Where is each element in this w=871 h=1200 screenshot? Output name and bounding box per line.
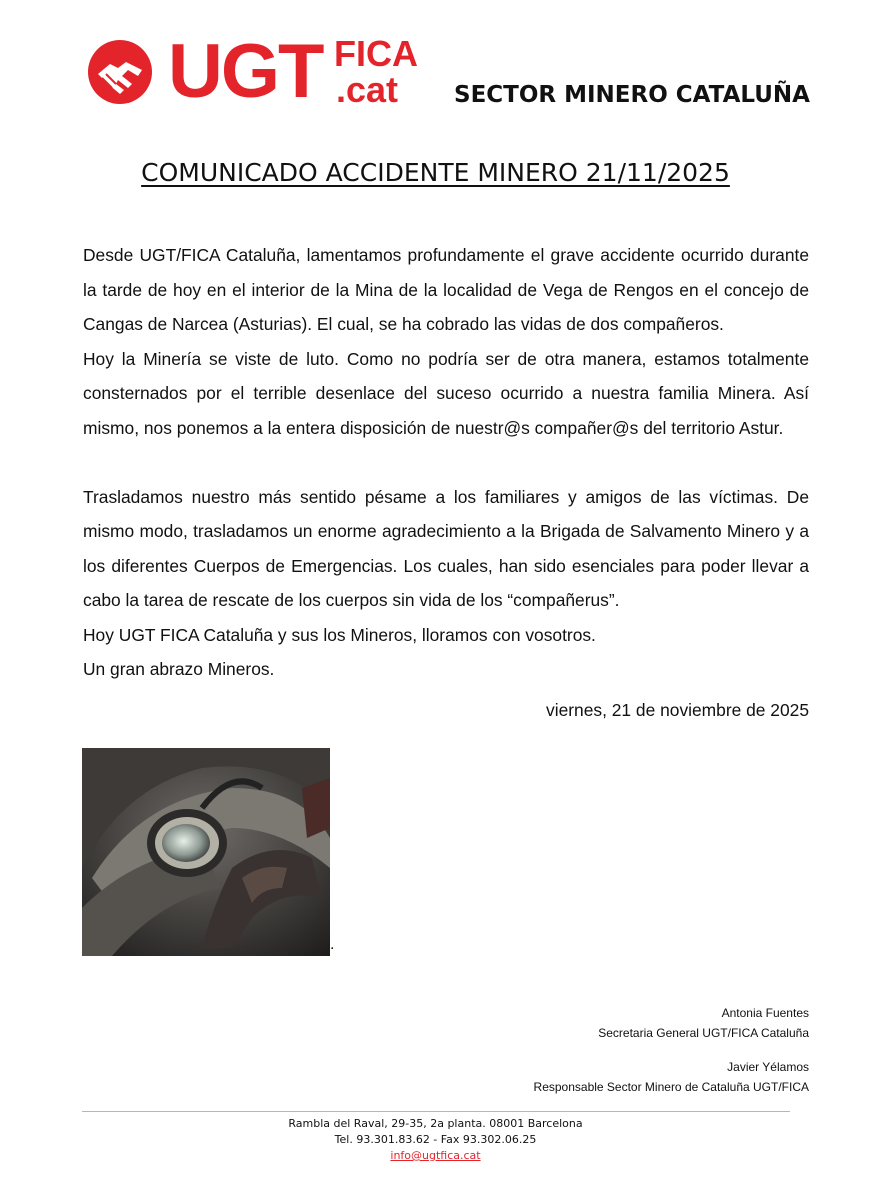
document-body: [83, 238, 809, 687]
signature-role: Secretaria General UGT/FICA Cataluña: [598, 1026, 809, 1040]
footer-address: Rambla del Raval, 29-35, 2a planta. 08001 Barcelona: [288, 1117, 583, 1130]
miner-helmet-photo: [82, 748, 330, 956]
document-title: [0, 158, 871, 187]
paragraph-1: Desde UGT/FICA Cataluña, lamentamos profundamente el grave accidente ocurrido durante la tarde de hoy en el interior de la Mina de la localidad de Vega de Rengos en el concejo de Cangas de Narcea (Asturias). El cual, se ha cobrado las vidas de dos compañeros.: [83, 245, 809, 334]
signature-block-1: [598, 1003, 809, 1043]
paragraph-2: Hoy la Minería se viste de luto. Como no podría ser de otra manera, estamos totalmente consternados por el terrible desenlace del suceso ocurrido a nuestra familia Minera. Así mismo, nos ponemos a la entera disposición de nuestr@s compañer@s del territorio Astur.: [83, 348, 809, 438]
signature-name: Antonia Fuentes: [721, 1006, 809, 1020]
logo-cat-text: .cat: [336, 69, 399, 110]
footer-email-wrap: [0, 1148, 871, 1164]
footer-phone: Tel. 93.301.83.62 - Fax 93.302.06.25: [334, 1133, 537, 1146]
paragraph-5: Un gran abrazo Mineros.: [83, 659, 275, 679]
signature-block-2: [534, 1057, 809, 1097]
paragraph-3: Trasladamos nuestro más sentido pésame a los familiares y amigos de las víctimas. De mismo modo, trasladamos un enorme agradecimiento a la Brigada de Salvamento Minero y a los diferentes Cuerpos de Emergencias. Los cuales, han sido esenciales para poder llevar a cabo la tarea de rescate de los cuerpos sin vida de los “compañerus”.: [83, 486, 809, 610]
sector-heading: SECTOR MINERO CATALUÑA: [454, 82, 810, 108]
document-title-text: COMUNICADO ACCIDENTE MINERO 21/11/2025: [141, 158, 730, 187]
document-date: viernes, 21 de noviembre de 2025: [546, 700, 809, 720]
handshake-icon: [88, 40, 152, 104]
footer-divider: [82, 1111, 790, 1112]
logo-fica-text: FICA: [334, 33, 418, 74]
paragraph-4: Hoy UGT FICA Cataluña y sus los Mineros, lloramos con vosotros.: [83, 624, 596, 645]
photo-caption-dot: .: [330, 936, 335, 953]
footer-email-link[interactable]: info@ugtfica.cat: [390, 1149, 481, 1162]
ugt-fica-logo: [88, 29, 428, 114]
signature-role: Responsable Sector Minero de Cataluña UGT/FICA: [533, 1080, 809, 1094]
logo-ugt-text: UGT: [168, 29, 323, 114]
signature-name: Javier Yélamos: [727, 1060, 809, 1074]
